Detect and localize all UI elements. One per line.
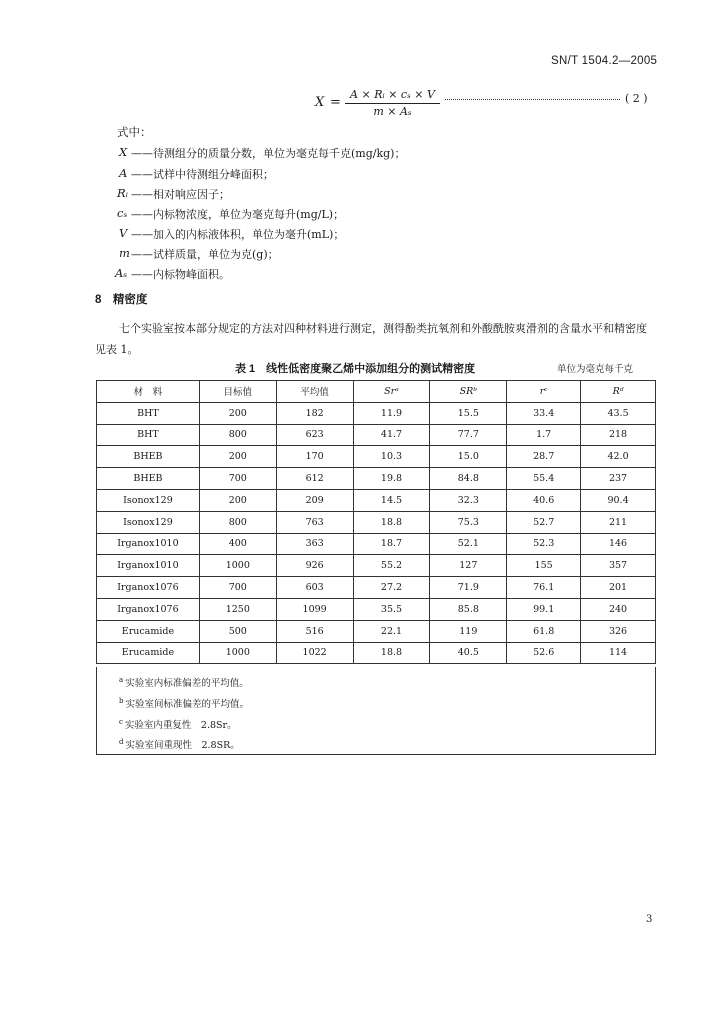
fraction-bar — [345, 103, 440, 104]
table-note: $^a$ 实验室内标准偏差的平均值。 — [119, 675, 249, 689]
table-cell: 11.9 — [353, 402, 430, 424]
table-cell: 155 — [507, 555, 581, 577]
table-row — [97, 511, 656, 533]
table-row — [97, 577, 656, 599]
table-row — [97, 620, 656, 642]
table-body — [97, 402, 656, 664]
symbol-description: ——相对响应因子； — [131, 188, 230, 201]
table-unit: 单位为毫克每千克 — [557, 364, 634, 375]
formula-denominator: m × Aₛ — [373, 105, 412, 118]
table-cell: 84.8 — [430, 468, 507, 490]
table-cell: 85.8 — [430, 598, 507, 620]
table-cell: 400 — [199, 533, 276, 555]
section-heading: 8 精密度 — [95, 294, 148, 306]
table-row — [97, 489, 656, 511]
table-cell: 76.1 — [507, 577, 581, 599]
table-cell: 182 — [276, 402, 353, 424]
col-header-target: 目标值 — [199, 381, 276, 403]
body-paragraph — [95, 318, 655, 360]
table-cell: 200 — [199, 489, 276, 511]
table-cell: 18.7 — [353, 533, 430, 555]
table-cell: BHT — [97, 424, 200, 446]
symbol-description: ——内标物浓度，单位为毫克每升(mg/L)； — [131, 208, 345, 221]
table-cell: 42.0 — [581, 446, 656, 468]
symbol: m — [119, 246, 130, 260]
leader-dots — [445, 99, 620, 100]
paragraph-text: 七个实验室按本部分规定的方法对四种材料进行测定，测得酚类抗氧剂和外酸酰胺爽滑剂的含量水平和精密度见表 1。 — [95, 322, 647, 356]
col-header-sr: Srᵃ — [353, 381, 430, 403]
symbol: X — [119, 145, 128, 159]
table-cell: Irganox1010 — [97, 555, 200, 577]
table-cell: 32.3 — [430, 489, 507, 511]
table-cell: 61.8 — [507, 620, 581, 642]
table-notes — [96, 667, 656, 755]
table-cell: 1000 — [199, 555, 276, 577]
table-cell: 15.5 — [430, 402, 507, 424]
table-cell: 200 — [199, 446, 276, 468]
table-cell: 218 — [581, 424, 656, 446]
table-cell: 1022 — [276, 642, 353, 664]
table-note: $^c$ 实验室内重复性 2.8Sr。 — [119, 717, 237, 731]
table-cell: 500 — [199, 620, 276, 642]
formula-equals: = — [330, 95, 341, 110]
table-cell: 211 — [581, 511, 656, 533]
table-cell: 52.3 — [507, 533, 581, 555]
table-row — [97, 642, 656, 664]
table-row — [97, 446, 656, 468]
col-header-R: Rᵈ — [581, 381, 656, 403]
table-cell: 55.2 — [353, 555, 430, 577]
table-cell: 15.0 — [430, 446, 507, 468]
table-cell: BHT — [97, 402, 200, 424]
table-cell: 127 — [430, 555, 507, 577]
table-row — [97, 424, 656, 446]
table-cell: 27.2 — [353, 577, 430, 599]
symbol: A — [119, 166, 128, 180]
col-header-material: 材 料 — [97, 381, 200, 403]
formula — [300, 88, 660, 122]
formula-numerator: A × Rᵢ × cₛ × V — [350, 88, 435, 101]
table-cell: 700 — [199, 468, 276, 490]
table-cell: Erucamide — [97, 620, 200, 642]
table-cell: 52.1 — [430, 533, 507, 555]
symbol-description: ——加入的内标液体积，单位为毫升(mL)； — [131, 228, 345, 241]
table-cell: Isonox129 — [97, 511, 200, 533]
table-cell: 209 — [276, 489, 353, 511]
table-cell: 603 — [276, 577, 353, 599]
page-number: 3 — [646, 914, 653, 925]
table-cell: 28.7 — [507, 446, 581, 468]
symbol: cₛ — [117, 206, 128, 220]
table-cell: 77.7 — [430, 424, 507, 446]
table-cell: 10.3 — [353, 446, 430, 468]
table-cell: 119 — [430, 620, 507, 642]
table-cell: BHEB — [97, 446, 200, 468]
table-cell: 99.1 — [507, 598, 581, 620]
table-cell: Erucamide — [97, 642, 200, 664]
table-cell: 1250 — [199, 598, 276, 620]
table-cell: 14.5 — [353, 489, 430, 511]
table-note: $^b$ 实验室间标准偏差的平均值。 — [119, 696, 249, 710]
symbol-description: ——内标物峰面积。 — [131, 268, 230, 281]
table-cell: 43.5 — [581, 402, 656, 424]
table-row — [97, 598, 656, 620]
table-cell: 170 — [276, 446, 353, 468]
table-cell: Isonox129 — [97, 489, 200, 511]
table-cell: 201 — [581, 577, 656, 599]
table-cell: 926 — [276, 555, 353, 577]
table-cell: Irganox1010 — [97, 533, 200, 555]
table-cell: 326 — [581, 620, 656, 642]
table-header-row — [97, 381, 656, 403]
table-cell: 800 — [199, 424, 276, 446]
table-cell: 52.6 — [507, 642, 581, 664]
table-cell: Irganox1076 — [97, 577, 200, 599]
symbol-description: ——试样中待测组分峰面积； — [131, 168, 274, 181]
table-cell: 40.6 — [507, 489, 581, 511]
table-cell: 71.9 — [430, 577, 507, 599]
where-label: 式中： — [117, 125, 152, 139]
table-note: $^d$ 实验室间重现性 2.8SR。 — [119, 737, 240, 751]
table-cell: 240 — [581, 598, 656, 620]
equation-number: ( 2 ) — [625, 92, 648, 105]
col-header-SR: SRᵇ — [430, 381, 507, 403]
precision-table — [96, 380, 656, 664]
table-cell: 700 — [199, 577, 276, 599]
table-cell: 237 — [581, 468, 656, 490]
table-cell: 363 — [276, 533, 353, 555]
symbol-description: ——待测组分的质量分数，单位为毫克每千克(mg/kg)； — [131, 147, 406, 160]
table-cell: 612 — [276, 468, 353, 490]
table-caption: 表 1 线性低密度聚乙烯中添加组分的测试精密度 — [235, 363, 476, 375]
symbol: Rᵢ — [117, 186, 128, 200]
table-cell: 35.5 — [353, 598, 430, 620]
table-cell: 18.8 — [353, 511, 430, 533]
standard-code: SN/T 1504.2—2005 — [551, 55, 658, 67]
table-cell: 763 — [276, 511, 353, 533]
table-cell: 18.8 — [353, 642, 430, 664]
table-row — [97, 533, 656, 555]
table-cell: 41.7 — [353, 424, 430, 446]
table-row — [97, 555, 656, 577]
col-header-mean: 平均值 — [276, 381, 353, 403]
table-cell: 800 — [199, 511, 276, 533]
table-cell: BHEB — [97, 468, 200, 490]
table-cell: 90.4 — [581, 489, 656, 511]
table-cell: 40.5 — [430, 642, 507, 664]
table-cell: 1000 — [199, 642, 276, 664]
table-row — [97, 468, 656, 490]
table-cell: 357 — [581, 555, 656, 577]
table-cell: 19.8 — [353, 468, 430, 490]
table-row — [97, 402, 656, 424]
table-cell: 1099 — [276, 598, 353, 620]
table-cell: 200 — [199, 402, 276, 424]
table-cell: 623 — [276, 424, 353, 446]
formula-lhs: X — [315, 95, 325, 110]
table-cell: 516 — [276, 620, 353, 642]
table-cell: Irganox1076 — [97, 598, 200, 620]
table-cell: 55.4 — [507, 468, 581, 490]
symbol: V — [119, 226, 128, 240]
col-header-r: rᶜ — [507, 381, 581, 403]
symbol: Aₛ — [115, 266, 128, 280]
table-cell: 52.7 — [507, 511, 581, 533]
table-cell: 114 — [581, 642, 656, 664]
table-cell: 1.7 — [507, 424, 581, 446]
table-cell: 22.1 — [353, 620, 430, 642]
table-cell: 33.4 — [507, 402, 581, 424]
symbol-description: ——试样质量，单位为克(g)； — [131, 248, 279, 261]
table-cell: 146 — [581, 533, 656, 555]
table-cell: 75.3 — [430, 511, 507, 533]
